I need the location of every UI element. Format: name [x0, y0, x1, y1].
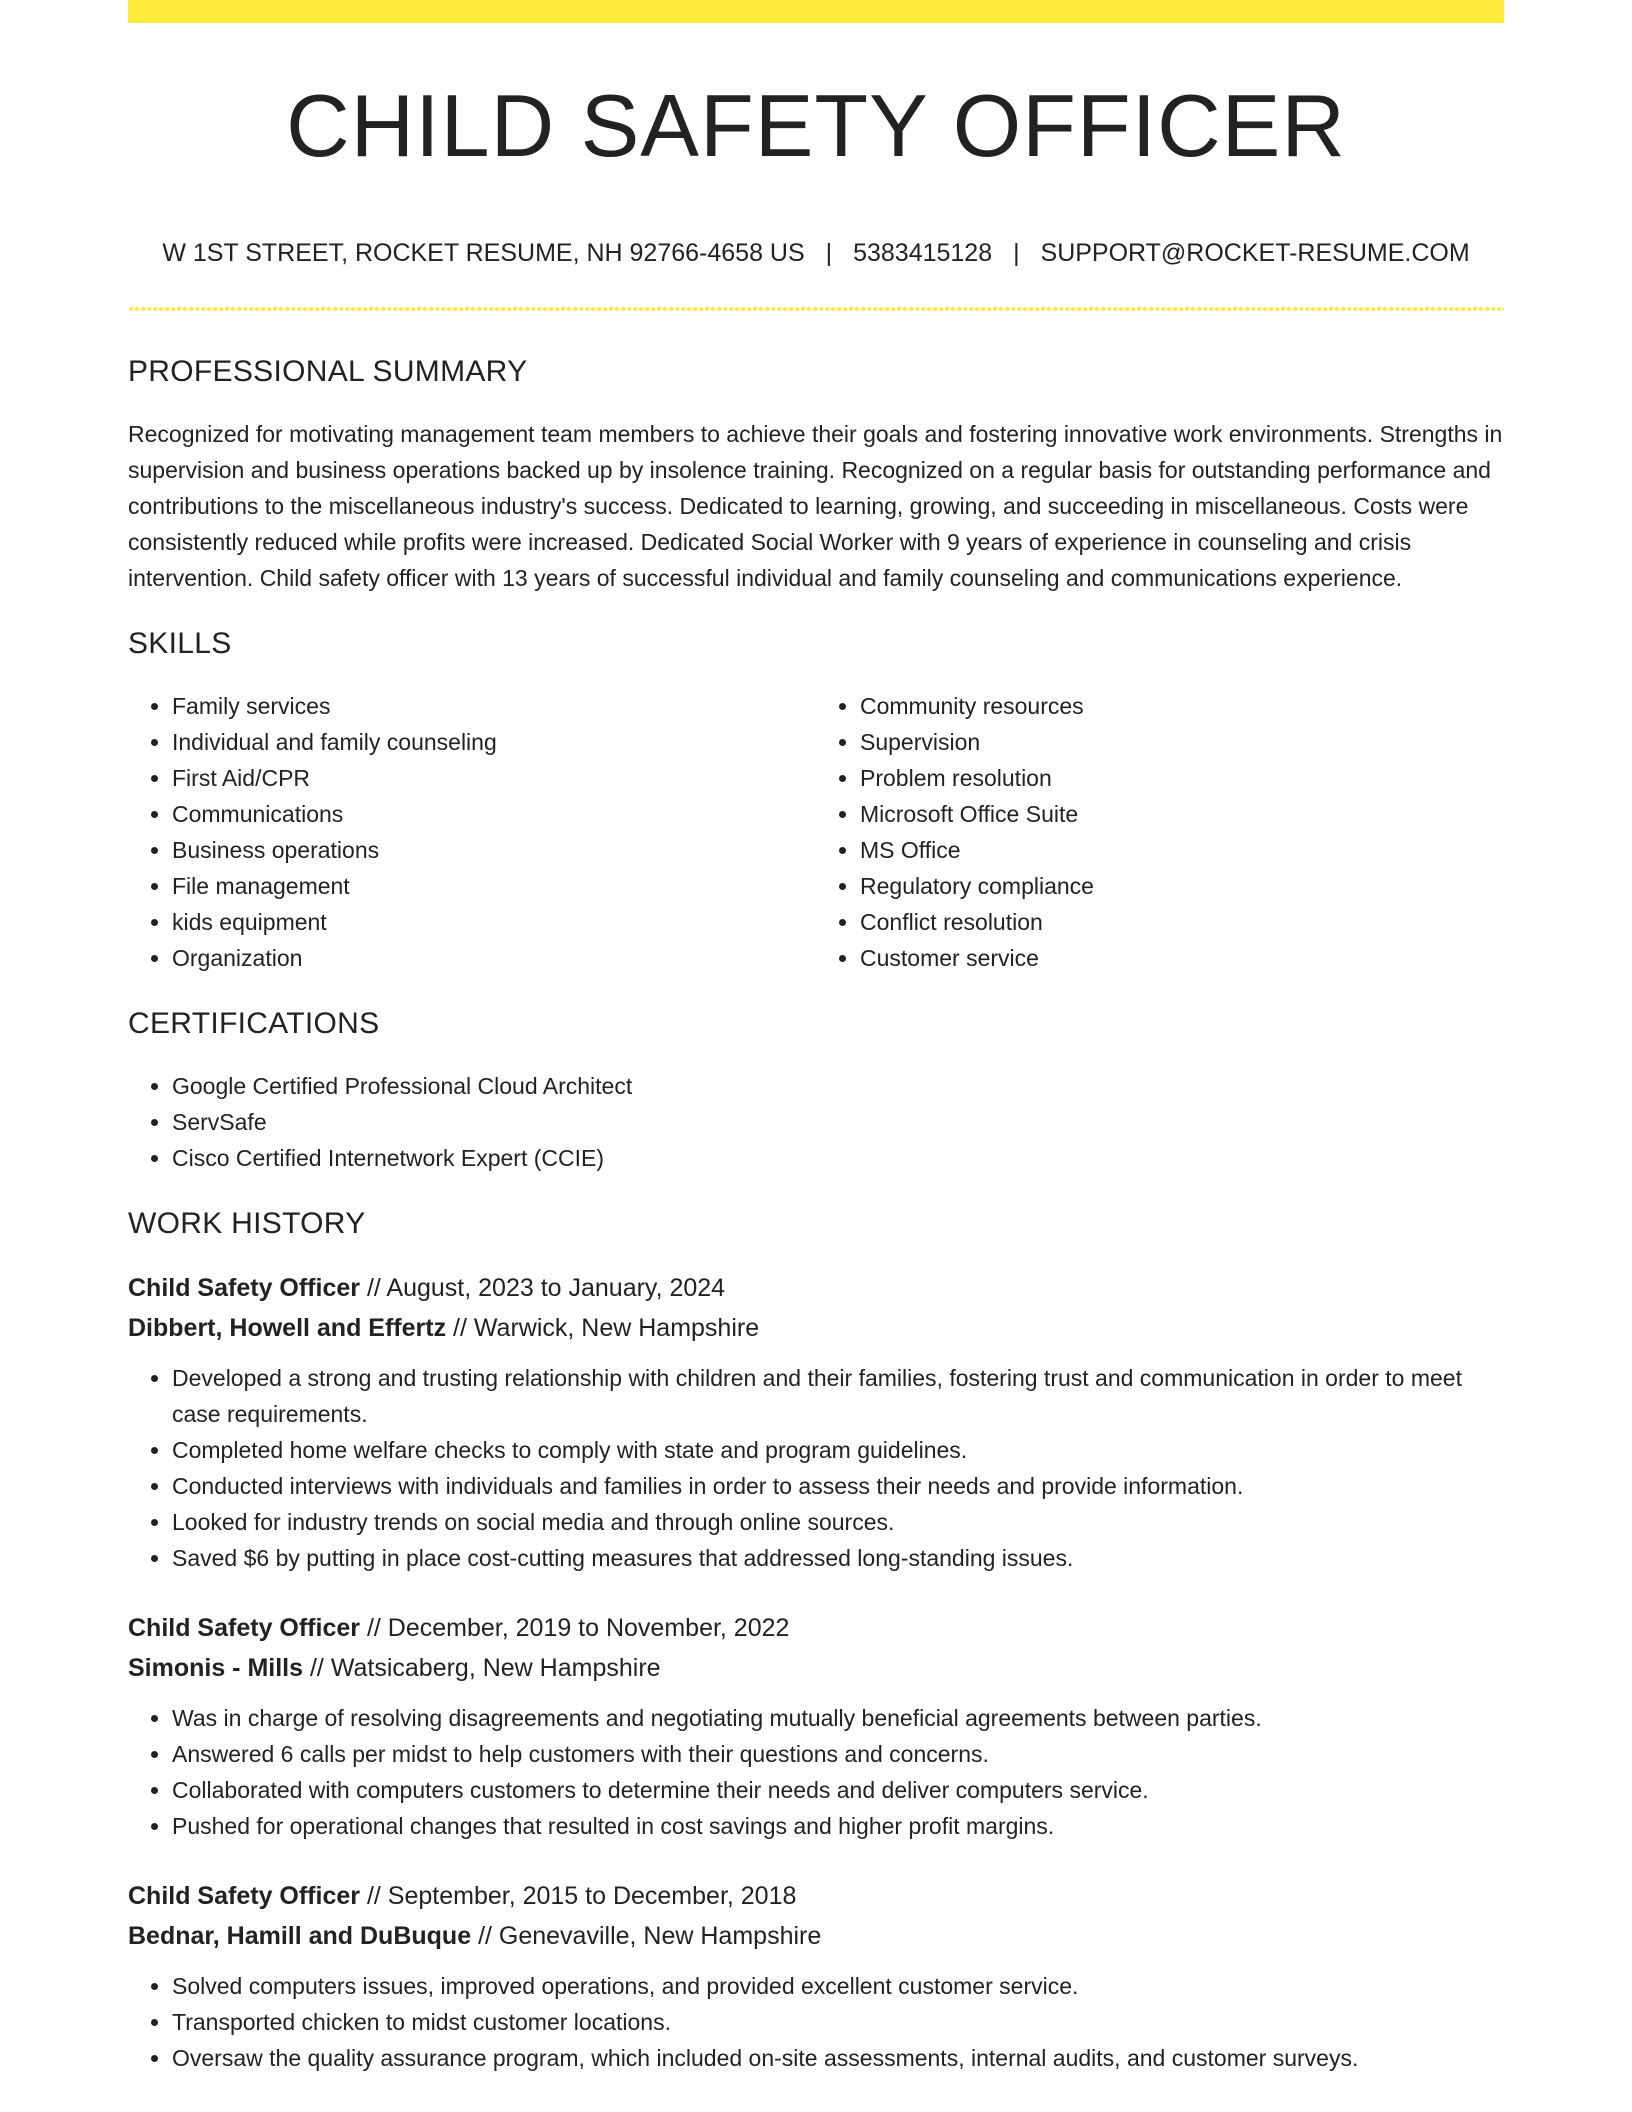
- list-item: • Conflict resolution: [860, 904, 1504, 940]
- skills-section: [128, 626, 1504, 976]
- summary-text: Recognized for motivating management team members to achieve their goals and fostering innovative work environments. Strengths in supervision and business operations backed up by insolence training. Recognized on a regular basis for outstanding performance and contributions to the miscellaneous industry's success. Dedicated to learning, growing, and succeeding in miscellaneous. Costs were consistently reduced while profits were increased. Dedicated Social Worker with 9 years of experience in counseling and crisis intervention. Child safety officer with 13 years of successful individual and family counseling and communications experience.: [128, 421, 1503, 591]
- list-item: • Community resources: [860, 688, 1504, 724]
- list-item: • Regulatory compliance: [860, 868, 1504, 904]
- summary-heading: PROFESSIONAL SUMMARY: [128, 355, 528, 388]
- list-item: • Conducted interviews with individuals and families in order to assess their needs and provide information.: [172, 1468, 1504, 1504]
- job-list: [128, 1268, 1504, 2076]
- job-dates: // August, 2023 to January, 2024: [366, 1274, 726, 1302]
- certifications-list: [128, 1068, 1504, 1176]
- job-title-line: [128, 1608, 1504, 1648]
- job-location: // Genevaville, New Hampshire: [478, 1922, 822, 1950]
- list-item: • kids equipment: [172, 904, 816, 940]
- contact-separator: |: [825, 239, 833, 267]
- list-item: • Communications: [172, 796, 816, 832]
- list-item: • Microsoft Office Suite: [860, 796, 1504, 832]
- dotted-divider: [128, 307, 1504, 311]
- list-item: • First Aid/CPR: [172, 760, 816, 796]
- job-bullets: [128, 1968, 1504, 2076]
- list-item: • Supervision: [860, 724, 1504, 760]
- skills-list-right: [816, 688, 1504, 976]
- list-item: • Family services: [172, 688, 816, 724]
- list-item: • Customer service: [860, 940, 1504, 976]
- list-item: • Collaborated with computers customers to determine their needs and deliver computers service.: [172, 1772, 1504, 1808]
- skills-heading: SKILLS: [128, 627, 232, 660]
- list-item: • Google Certified Professional Cloud Architect: [172, 1068, 1504, 1104]
- list-item: • Transported chicken to midst customer locations.: [172, 2004, 1504, 2040]
- job-entry: [128, 1876, 1504, 2076]
- list-item: • Answered 6 calls per midst to help customers with their questions and concerns.: [172, 1736, 1504, 1772]
- list-item: • Completed home welfare checks to comply with state and program guidelines.: [172, 1432, 1504, 1468]
- job-title: Child Safety Officer: [128, 1274, 360, 1302]
- contact-address: W 1ST STREET, ROCKET RESUME, NH 92766-4658 US: [162, 239, 805, 267]
- job-title: Child Safety Officer: [128, 1614, 360, 1642]
- skills-list-left: [128, 688, 816, 976]
- list-item: • Solved computers issues, improved operations, and provided excellent customer service.: [172, 1968, 1504, 2004]
- skills-columns: [128, 688, 1504, 976]
- job-title-line: [128, 1268, 1504, 1308]
- job-bullets: [128, 1360, 1504, 1576]
- job-bullets: [128, 1700, 1504, 1844]
- job-location: // Watsicaberg, New Hampshire: [309, 1654, 661, 1682]
- job-entry: [128, 1608, 1504, 1844]
- job-company-line: [128, 1308, 1504, 1348]
- job-dates: // December, 2019 to November, 2022: [366, 1614, 790, 1642]
- job-location: // Warwick, New Hampshire: [453, 1314, 760, 1342]
- list-item: • Pushed for operational changes that resulted in cost savings and higher profit margins.: [172, 1808, 1504, 1844]
- job-company: Simonis - Mills: [128, 1654, 304, 1682]
- contact-phone: 5383415128: [853, 239, 993, 267]
- job-entry: [128, 1268, 1504, 1576]
- resume-name: CHILD SAFETY OFFICER: [286, 76, 1346, 175]
- work-history-section: [128, 1206, 1504, 2076]
- certifications-section: [128, 1006, 1504, 1176]
- certifications-heading: CERTIFICATIONS: [128, 1007, 380, 1040]
- list-item: • Cisco Certified Internetwork Expert (CCIE): [172, 1140, 1504, 1176]
- list-item: • Developed a strong and trusting relationship with children and their families, fostering trust and communication in order to meet case requirements.: [172, 1360, 1504, 1432]
- job-title-line: [128, 1876, 1504, 1916]
- job-company: Bednar, Hamill and DuBuque: [128, 1922, 472, 1950]
- resume-body: [128, 354, 1504, 2108]
- top-accent-bar: [128, 0, 1504, 23]
- list-item: • Individual and family counseling: [172, 724, 816, 760]
- job-company: Dibbert, Howell and Effertz: [128, 1314, 447, 1342]
- contact-email: SUPPORT@ROCKET-RESUME.COM: [1040, 239, 1470, 267]
- list-item: • Looked for industry trends on social media and through online sources.: [172, 1504, 1504, 1540]
- list-item: • File management: [172, 868, 816, 904]
- contact-separator: |: [1013, 239, 1020, 267]
- list-item: • Problem resolution: [860, 760, 1504, 796]
- summary-section: [128, 354, 1504, 596]
- job-company-line: [128, 1916, 1504, 1956]
- job-company-line: [128, 1648, 1504, 1688]
- job-title: Child Safety Officer: [128, 1882, 360, 1910]
- list-item: • ServSafe: [172, 1104, 1504, 1140]
- list-item: • Was in charge of resolving disagreements and negotiating mutually beneficial agreements between parties.: [172, 1700, 1504, 1736]
- contact-line: [128, 238, 1504, 268]
- job-dates: // September, 2015 to December, 2018: [366, 1882, 797, 1910]
- list-item: • Business operations: [172, 832, 816, 868]
- list-item: • MS Office: [860, 832, 1504, 868]
- list-item: • Organization: [172, 940, 816, 976]
- list-item: • Saved $6 by putting in place cost-cutting measures that addressed long-standing issues.: [172, 1540, 1504, 1576]
- list-item: • Oversaw the quality assurance program, which included on-site assessments, internal audits, and customer surveys.: [172, 2040, 1504, 2076]
- work-history-heading: WORK HISTORY: [128, 1207, 366, 1240]
